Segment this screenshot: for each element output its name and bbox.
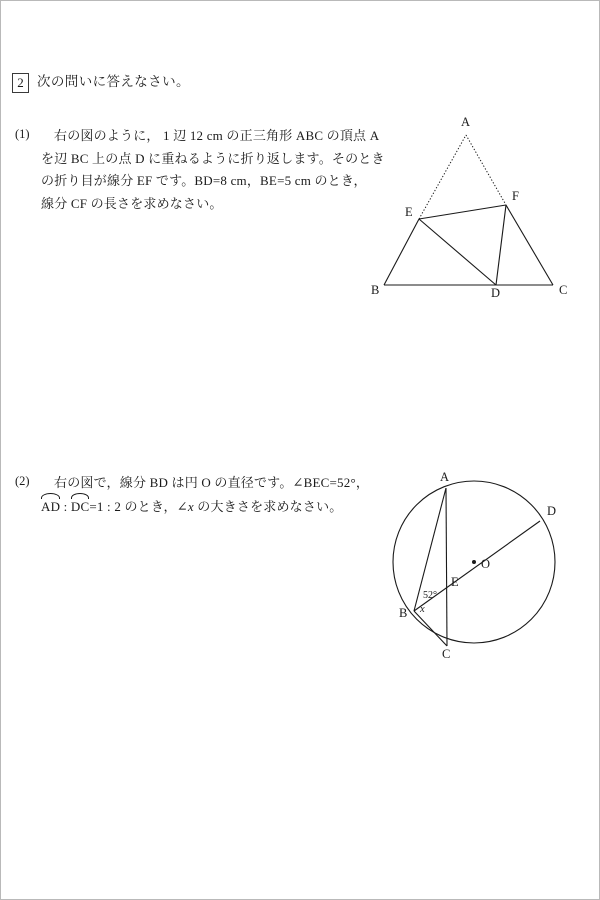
point-label-E: E: [451, 575, 459, 589]
segment-BE: [384, 219, 419, 285]
chord-BC: [414, 611, 447, 646]
question-number-box: 2: [12, 73, 29, 93]
problem-1-line-2: を辺 BC 上の点 D に重ねるように折り返します。そのとき: [41, 150, 385, 166]
point-label-D: D: [547, 504, 557, 518]
center-point-dot: [472, 560, 476, 564]
vertex-label-C: C: [559, 283, 568, 297]
angle-52: 52°: [423, 590, 437, 601]
problem-1-label: (1): [15, 127, 30, 141]
arc-ratio-tail: =1 : 2 のとき，∠: [89, 498, 188, 514]
center-label-O: O: [481, 557, 491, 571]
vertex-label-F: F: [512, 189, 519, 203]
problem-1-text: [41, 125, 385, 215]
problem-2-line-2-end: の大きさを求めなさい。: [193, 498, 343, 514]
vertex-label-E: E: [405, 205, 413, 219]
point-label-B: B: [399, 606, 408, 620]
vertex-label-D: D: [491, 286, 501, 300]
dotted-segment-AF: [466, 135, 506, 205]
chord-AC: [446, 488, 447, 646]
question-instruction: 次の問いに答えなさい。: [37, 74, 190, 89]
problem-2-label: (2): [15, 474, 30, 488]
segment-DF: [496, 205, 506, 285]
vertex-label-A: A: [461, 115, 471, 129]
problem-1-line-4: 線分 CF の長さを求めなさい。: [41, 195, 223, 211]
problem-1-figure: [361, 106, 591, 316]
vertex-label-B: B: [371, 283, 380, 297]
angle-x-variable: x: [187, 498, 194, 514]
angle-x: x: [420, 604, 425, 615]
arc-dc-notation: DC: [71, 495, 89, 519]
problem-2-text: [41, 472, 369, 518]
segment-FC: [506, 205, 553, 285]
segment-EF: [419, 205, 506, 219]
point-label-C: C: [442, 647, 451, 661]
point-label-A: A: [440, 470, 450, 484]
problem-2-line-1: 右の図で，線分 BD は円 O の直径です。∠BEC=52°，: [54, 475, 370, 490]
problem-2-line-2: [41, 495, 369, 519]
segment-ED: [419, 219, 496, 285]
equilateral-triangle-fold-figure: [361, 106, 591, 316]
arc-ratio-separator: :: [60, 498, 71, 514]
problem-1-line-1: 右の図のように， 1 辺 12 cm の正三角形 ABC の頂点 A: [54, 128, 380, 143]
circle-inscribed-angle-figure: [393, 472, 593, 672]
arc-ad-notation: AD: [41, 495, 60, 519]
problem-2-figure: [393, 472, 593, 672]
dotted-segment-EA: [419, 135, 466, 219]
problem-1-line-3: の折り目が線分 EF です。BD=8 cm，BE=5 cm のとき，: [41, 173, 367, 188]
